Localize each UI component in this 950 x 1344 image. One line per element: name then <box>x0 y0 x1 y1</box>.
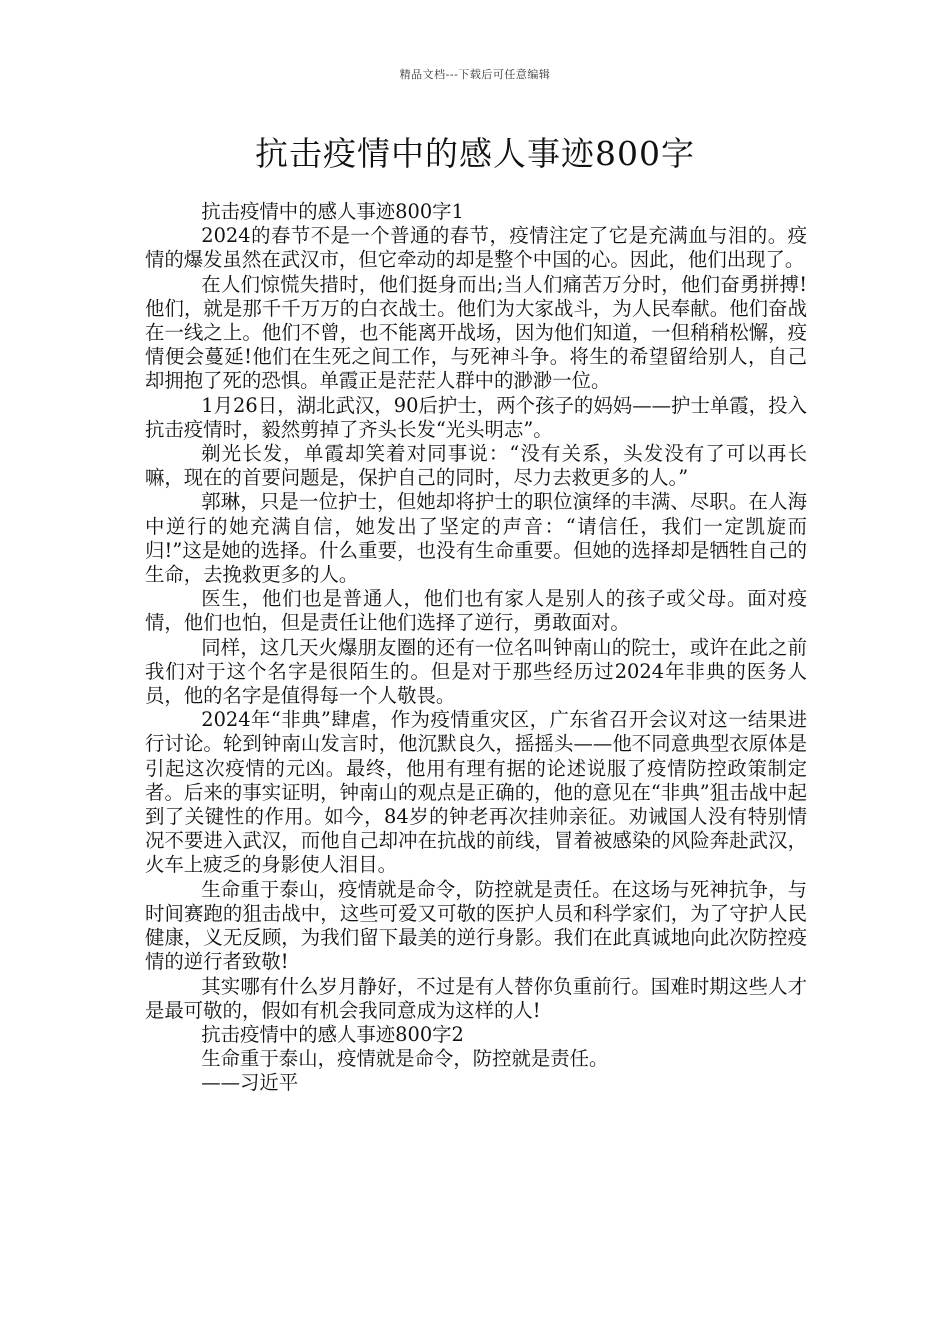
paragraph: 剃光长发，单霞却笑着对同事说：“没有关系，头发没有了可以再长嘛，现在的首要问题是，保护自己的同时，尽力去救更多的人。” <box>145 442 807 490</box>
document-title: 抗击疫情中的感人事迹800字 <box>255 134 695 173</box>
section-heading-2: 抗击疫情中的感人事迹800字2 <box>201 1022 464 1046</box>
paragraph: 2024的春节不是一个普通的春节，疫情注定了它是充满血与泪的。疫情的爆发虽然在武汉市，但它牵动的却是整个中国的心。因此，他们出现了。 <box>145 224 807 272</box>
document-body <box>145 200 807 1096</box>
paragraph: 医生，他们也是普通人，他们也有家人是别人的孩子或父母。面对疫情，他们也怕，但是责任让他们选择了逆行，勇敢面对。 <box>145 587 807 635</box>
paragraph: 1月26日，湖北武汉，90后护士，两个孩子的妈妈——护士单霞，投入抗击疫情时，毅然剪掉了齐头长发“光头明志”。 <box>145 393 807 441</box>
paragraph: 生命重于泰山，疫情就是命令，防控就是责任。在这场与死神抗争，与时间赛跑的狙击战中，这些可爱又可敬的医护人员和科学家们，为了守护人民健康，义无反顾，为我们留下最美的逆行身影。我们在此真诚地向此次防控疫情的逆行者致敬! <box>145 877 807 974</box>
header-note: 精品文档---下载后可任意编辑 <box>399 68 551 81</box>
section-heading-1: 抗击疫情中的感人事迹800字1 <box>201 200 464 223</box>
paragraph: 2024年“非典”肆虐，作为疫情重灾区，广东省召开会议对这一结果进行讨论。轮到钟南山发言时，他沉默良久，摇摇头——他不同意典型衣原体是引起这次疫情的元凶。最终，他用有理有据的论述说服了疫情防控政策制定者。后来的事实证明，钟南山的观点是正确的，他的意见在“非典”狙击战中起到了关键性的作用。如今，84岁的钟老再次挂帅亲征。劝诫国人没有特别情况不要进入武汉，而他自己却冲在抗战的前线，冒着被感染的风险奔赴武汉，火车上疲乏的身影使人泪目。 <box>145 708 807 877</box>
paragraph: 其实哪有什么岁月静好，不过是有人替你负重前行。国难时期这些人才是最可敬的，假如有机会我同意成为这样的人! <box>145 974 807 1022</box>
paragraph: 郭琳，只是一位护士，但她却将护士的职位演绎的丰满、尽职。在人海中逆行的她充满自信，她发出了坚定的声音：“请信任，我们一定凯旋而归!”这是她的选择。什么重要，也没有生命重要。但她的选择却是牺牲自己的生命，去挽救更多的人。 <box>145 490 807 587</box>
paragraph: 在人们惊慌失措时，他们挺身而出;当人们痛苦万分时，他们奋勇拼搏!他们，就是那千千万万的白衣战士。他们为大家战斗，为人民奉献。他们奋战在一线之上。他们不曾，也不能离开战场，因为他们知道，一但稍稍松懈，疫情便会蔓延!他们在生死之间工作，与死神斗争。将生的希望留给别人，自己却拥抱了死的恐惧。单霞正是茫茫人群中的渺渺一位。 <box>145 272 807 393</box>
quote-attribution: ——习近平 <box>201 1071 299 1095</box>
quote: 生命重于泰山，疫情就是命令，防控就是责任。 <box>201 1047 609 1071</box>
paragraph: 同样，这几天火爆朋友圈的还有一位名叫钟南山的院士，或许在此之前我们对于这个名字是很陌生的。但是对于那些经历过2024年非典的医务人员，他的名字是值得每一个人敬畏。 <box>145 635 807 708</box>
